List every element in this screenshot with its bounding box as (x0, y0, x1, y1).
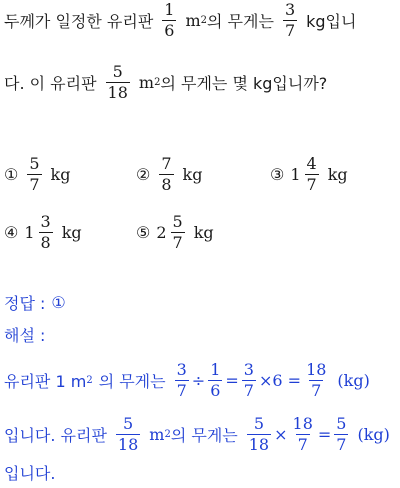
option-marker: ② (136, 164, 151, 184)
option-4[interactable] (4, 212, 82, 252)
explanation-line-2 (4, 414, 390, 454)
unit-m: m (185, 10, 201, 30)
fraction: $\frac{5}{7}$ (29, 153, 40, 194)
operator: ÷ (191, 370, 206, 390)
question-text: 의 무게는 몇 kg입니까? (160, 73, 328, 93)
operator: × (274, 424, 288, 444)
exponent: 2 (200, 14, 208, 26)
unit-m: m (149, 424, 165, 444)
explanation-text: 입니다. 유리판 (4, 425, 107, 445)
fraction: $\frac{3}{8}$ (40, 211, 51, 252)
question-line-2 (4, 62, 327, 102)
explanation-text: 입니다. (4, 463, 56, 483)
question-text: 다. 이 유리판 (4, 73, 97, 93)
option-marker: ④ (4, 222, 19, 242)
option-3[interactable] (270, 154, 348, 194)
option-2[interactable] (136, 154, 202, 194)
explanation-label-line (4, 320, 45, 348)
explanation-text: 의 무게는 (98, 371, 166, 391)
operator: = (317, 424, 332, 444)
question-text: 의 무게는 (207, 11, 274, 31)
fraction: $\frac{5}{18}$ (117, 413, 139, 454)
whole-number: 1 (290, 164, 301, 184)
unit-kg: (kg) (357, 424, 390, 444)
exponent: 2 (86, 374, 93, 386)
exponent: 2 (164, 428, 171, 440)
explanation-line-3 (4, 458, 55, 486)
unit-kg: (kg) (337, 370, 370, 390)
fraction: $\frac{18}{7}$ (292, 413, 313, 454)
fraction: $\frac{3}{7}$ (176, 359, 187, 400)
option-marker: ③ (270, 164, 285, 184)
unit-kg: kg (182, 164, 203, 184)
fraction: $\frac{5}{18}$ (107, 61, 128, 102)
fraction: $\frac{5}{18}$ (248, 413, 270, 454)
exponent: 2 (154, 76, 161, 88)
unit-kg: kg (327, 164, 348, 184)
fraction: $\frac{18}{7}$ (306, 359, 327, 400)
unit-kg: kg (50, 164, 71, 184)
question-text: kg입니 (306, 11, 357, 31)
unit-kg: kg (61, 222, 82, 242)
answer-label: 정답 : (4, 293, 46, 313)
explanation-text: 유리판 1 m (4, 371, 87, 391)
answer-line (4, 288, 66, 316)
question-text: 두께가 일정한 유리판 (4, 11, 154, 31)
question-line-1 (4, 0, 356, 40)
fraction: $\frac{3}{7}$ (284, 0, 296, 40)
fraction: $\frac{7}{8}$ (161, 153, 172, 194)
answer-value: ① (51, 292, 66, 312)
fraction: $\frac{1}{6}$ (210, 359, 221, 400)
option-5[interactable] (136, 212, 214, 252)
explanation-label: 해설 : (4, 325, 46, 345)
option-marker: ① (4, 164, 19, 184)
operator: = (225, 370, 239, 390)
fraction: $\frac{5}{7}$ (336, 413, 347, 454)
fraction: $\frac{1}{6}$ (164, 0, 175, 40)
unit-m: m (138, 72, 155, 92)
fraction: $\frac{5}{7}$ (172, 211, 183, 252)
whole-number: 1 (24, 222, 35, 242)
fraction: $\frac{3}{7}$ (243, 359, 254, 400)
fraction: $\frac{4}{7}$ (306, 153, 317, 194)
option-1[interactable] (4, 154, 70, 194)
option-marker: ⑤ (136, 222, 151, 242)
unit-kg: kg (193, 222, 214, 242)
explanation-text: 의 무게는 (170, 425, 238, 445)
operator: ×6 = (258, 370, 302, 390)
explanation-line-1 (4, 360, 370, 400)
whole-number: 2 (156, 222, 167, 242)
